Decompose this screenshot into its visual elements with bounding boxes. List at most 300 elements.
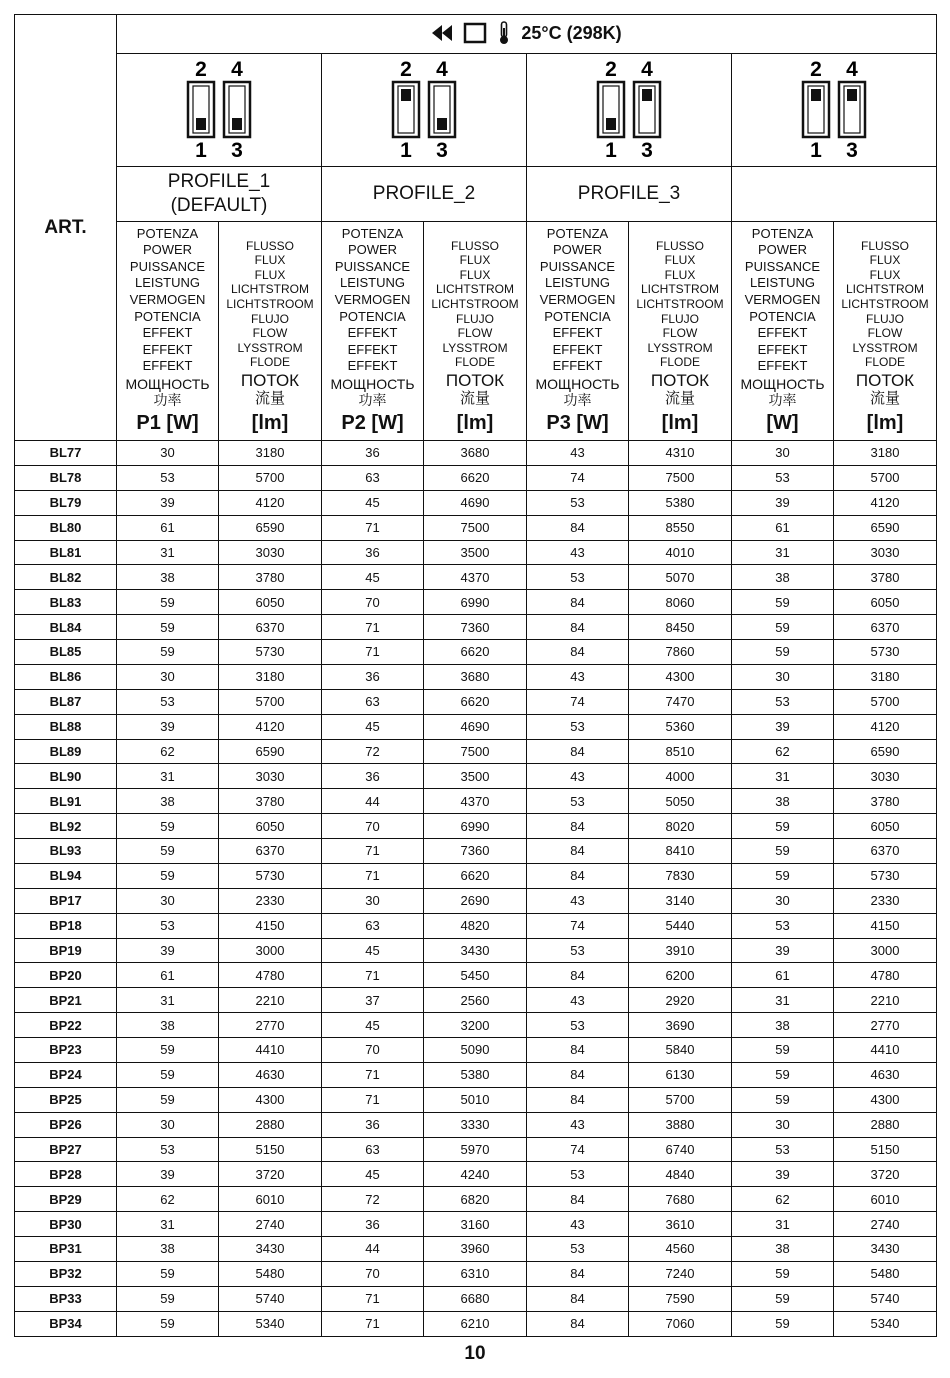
- power-value: 36: [322, 1112, 424, 1137]
- flux-value: 3780: [834, 789, 937, 814]
- power-value: 59: [117, 1087, 219, 1112]
- table-row: [15, 441, 937, 466]
- table-row: [15, 1162, 937, 1187]
- flux-value: 5150: [834, 1137, 937, 1162]
- profile-name: PROFILE_2: [322, 167, 527, 222]
- profile-name: [732, 167, 937, 222]
- table-row: [15, 540, 937, 565]
- flux-value: 6990: [424, 590, 527, 615]
- article-code: BL77: [15, 441, 117, 466]
- flux-value: 4300: [629, 664, 732, 689]
- power-value: 84: [527, 863, 629, 888]
- power-value: 84: [527, 615, 629, 640]
- switch-knob-up: [401, 89, 411, 101]
- flux-value: 2770: [219, 1013, 322, 1038]
- power-value: 71: [322, 863, 424, 888]
- unit-label: [lm]: [456, 412, 494, 434]
- power-value: 59: [732, 1311, 834, 1336]
- power-value: 72: [322, 1187, 424, 1212]
- table-row: [15, 615, 937, 640]
- power-value: 84: [527, 1261, 629, 1286]
- dip-switch-cell: [732, 54, 937, 167]
- power-value: 59: [117, 863, 219, 888]
- power-value: 53: [527, 1162, 629, 1187]
- article-code: BP34: [15, 1311, 117, 1336]
- article-code: BP17: [15, 888, 117, 913]
- switch-bottom-label: 3: [846, 138, 858, 160]
- power-value: 30: [117, 888, 219, 913]
- table-row: [15, 1187, 937, 1212]
- flux-value: 3180: [834, 664, 937, 689]
- power-value: 36: [322, 764, 424, 789]
- power-value: 43: [527, 441, 629, 466]
- table-row: [15, 739, 937, 764]
- power-value: 31: [117, 1212, 219, 1237]
- flux-value: 3330: [424, 1112, 527, 1137]
- flux-value: 7500: [424, 515, 527, 540]
- switch-knob-up: [847, 89, 857, 101]
- power-value: 71: [322, 615, 424, 640]
- rewind-icon: [431, 24, 453, 42]
- table-row: [15, 1237, 937, 1262]
- power-value: 31: [732, 764, 834, 789]
- flux-value: 6680: [424, 1286, 527, 1311]
- flux-value: 3680: [424, 664, 527, 689]
- power-value: 31: [732, 540, 834, 565]
- power-value: 61: [117, 963, 219, 988]
- power-label-ru: МОЩНОСТЬ: [740, 376, 825, 392]
- flux-value: 6590: [219, 515, 322, 540]
- flux-label-ru: ПОТОК: [445, 371, 505, 390]
- flux-label-zh: 流量: [664, 390, 695, 407]
- power-value: 59: [732, 1062, 834, 1087]
- power-value: 71: [322, 963, 424, 988]
- power-value: 84: [527, 1187, 629, 1212]
- power-value: 84: [527, 515, 629, 540]
- dip-switch-icon: [384, 56, 464, 160]
- power-value: 59: [732, 1261, 834, 1286]
- flux-value: 8060: [629, 590, 732, 615]
- power-value: 74: [527, 1137, 629, 1162]
- power-value: 71: [322, 1311, 424, 1336]
- power-value: 63: [322, 1137, 424, 1162]
- article-code: BL91: [15, 789, 117, 814]
- flux-value: 3780: [219, 565, 322, 590]
- flux-value: 4410: [834, 1038, 937, 1063]
- unit-label: P1 [W]: [136, 412, 199, 434]
- flux-value: 7360: [424, 615, 527, 640]
- flux-value: 6590: [834, 739, 937, 764]
- table-row: [15, 1087, 937, 1112]
- flux-label-words: FLUSSO FLUX FLUX LICHTSTROM LICHTSTROOM FLUJO FLOW LYSSTROM FLODE: [431, 238, 519, 370]
- switch-top-label: 4: [436, 57, 448, 81]
- flux-label-words: FLUSSO FLUX FLUX LICHTSTROM LICHTSTROOM FLUJO FLOW LYSSTROM FLODE: [636, 238, 724, 370]
- power-value: 30: [117, 664, 219, 689]
- thermometer-icon: [497, 21, 511, 45]
- flux-value: 4780: [834, 963, 937, 988]
- article-code: BP19: [15, 938, 117, 963]
- dip-switch-cell: [527, 54, 732, 167]
- flux-value: 3690: [629, 1013, 732, 1038]
- switch-bottom-label: 3: [436, 138, 448, 160]
- power-value: 39: [732, 490, 834, 515]
- flux-value: 5840: [629, 1038, 732, 1063]
- flux-value: 2920: [629, 988, 732, 1013]
- article-code: BL81: [15, 540, 117, 565]
- power-value: 74: [527, 689, 629, 714]
- article-code: BP20: [15, 963, 117, 988]
- power-value: 53: [732, 1137, 834, 1162]
- power-value: 53: [527, 1237, 629, 1262]
- flux-value: 6620: [424, 465, 527, 490]
- power-label-zh: 功率: [768, 392, 797, 408]
- article-code: BP33: [15, 1286, 117, 1311]
- power-label-words: POTENZA POWER PUISSANCE LEISTUNG VERMOGEN POTENCIA EFFEKT EFFEKT EFFEKT: [539, 225, 616, 374]
- flux-value: 5730: [834, 640, 937, 665]
- flux-value: 4120: [834, 714, 937, 739]
- power-value: 53: [527, 714, 629, 739]
- power-value: 59: [732, 1286, 834, 1311]
- power-value: 59: [117, 590, 219, 615]
- table-row: [15, 590, 937, 615]
- power-label-ru: МОЩНОСТЬ: [330, 376, 415, 392]
- power-value: 84: [527, 590, 629, 615]
- power-value: 59: [732, 590, 834, 615]
- power-value: 62: [117, 1187, 219, 1212]
- unit-label: P3 [W]: [546, 412, 609, 434]
- flux-value: 2740: [219, 1212, 322, 1237]
- dip-switch-cell: [322, 54, 527, 167]
- power-value: 53: [117, 465, 219, 490]
- power-value: 59: [732, 814, 834, 839]
- profile-name: PROFILE_3: [527, 167, 732, 222]
- power-label-words: POTENZA POWER PUISSANCE LEISTUNG VERMOGEN POTENCIA EFFEKT EFFEKT EFFEKT: [744, 225, 821, 374]
- flux-value: 8550: [629, 515, 732, 540]
- flux-value: 3180: [219, 664, 322, 689]
- power-value: 31: [732, 1212, 834, 1237]
- power-value: 59: [732, 1038, 834, 1063]
- power-value: 59: [117, 814, 219, 839]
- flux-value: 7860: [629, 640, 732, 665]
- table-row: [15, 888, 937, 913]
- flux-value: 5730: [834, 863, 937, 888]
- table-row: [15, 1013, 937, 1038]
- flux-value: 3200: [424, 1013, 527, 1038]
- table-row: [15, 863, 937, 888]
- flux-value: 3180: [834, 441, 937, 466]
- power-value: 45: [322, 1162, 424, 1187]
- power-label-zh: 功率: [153, 392, 182, 408]
- power-value: 30: [732, 1112, 834, 1137]
- power-value: 62: [732, 739, 834, 764]
- power-value: 53: [527, 938, 629, 963]
- power-value: 38: [117, 565, 219, 590]
- table-row: [15, 1212, 937, 1237]
- flux-value: 4310: [629, 441, 732, 466]
- page-number: 10: [464, 1343, 486, 1364]
- power-value: 45: [322, 938, 424, 963]
- power-value: 70: [322, 1038, 424, 1063]
- power-value: 59: [732, 615, 834, 640]
- power-value: 59: [732, 863, 834, 888]
- dip-switch-cell: [117, 54, 322, 167]
- article-code: BP28: [15, 1162, 117, 1187]
- power-value: 53: [527, 789, 629, 814]
- temperature-label: 25°C (298K): [521, 22, 622, 43]
- power-value: 84: [527, 1038, 629, 1063]
- power-value: 84: [527, 640, 629, 665]
- power-value: 59: [117, 1038, 219, 1063]
- table-row: [15, 1038, 937, 1063]
- article-code: BL83: [15, 590, 117, 615]
- article-code: BP24: [15, 1062, 117, 1087]
- flux-value: 6310: [424, 1261, 527, 1286]
- power-value: 53: [732, 913, 834, 938]
- table-row: [15, 1261, 937, 1286]
- power-value: 59: [117, 640, 219, 665]
- flux-value: 7470: [629, 689, 732, 714]
- power-value: 38: [732, 565, 834, 590]
- flux-value: 3720: [219, 1162, 322, 1187]
- flux-value: 6050: [219, 814, 322, 839]
- dip-switch-icon: [794, 56, 874, 160]
- power-value: 59: [117, 839, 219, 864]
- power-value: 38: [732, 789, 834, 814]
- flux-value: 4370: [424, 789, 527, 814]
- switch-top-label: 4: [231, 57, 243, 81]
- flux-value: 4300: [219, 1087, 322, 1112]
- power-value: 53: [527, 490, 629, 515]
- flux-value: 6370: [219, 615, 322, 640]
- flux-value: 8020: [629, 814, 732, 839]
- flux-value: 6740: [629, 1137, 732, 1162]
- power-value: 31: [117, 540, 219, 565]
- power-label-zh: 功率: [358, 392, 387, 408]
- flux-value: 6010: [219, 1187, 322, 1212]
- article-code: BP29: [15, 1187, 117, 1212]
- flux-value: 3610: [629, 1212, 732, 1237]
- flux-value: 3430: [834, 1237, 937, 1262]
- flux-value: 4150: [834, 913, 937, 938]
- power-value: 30: [732, 664, 834, 689]
- power-value: 59: [117, 1062, 219, 1087]
- power-value: 36: [322, 664, 424, 689]
- flux-value: 5700: [834, 689, 937, 714]
- article-code: BP32: [15, 1261, 117, 1286]
- table-row: [15, 814, 937, 839]
- article-code: BL79: [15, 490, 117, 515]
- article-code: BP26: [15, 1112, 117, 1137]
- flux-value: 3030: [834, 764, 937, 789]
- flux-value: 6200: [629, 963, 732, 988]
- power-value: 36: [322, 441, 424, 466]
- flux-label-zh: 流量: [869, 390, 900, 407]
- flux-value: 6620: [424, 640, 527, 665]
- flux-value: 3430: [424, 938, 527, 963]
- flux-value: 3880: [629, 1112, 732, 1137]
- switch-top-label: 4: [641, 57, 653, 81]
- power-value: 84: [527, 839, 629, 864]
- flux-value: 7680: [629, 1187, 732, 1212]
- power-value: 30: [732, 441, 834, 466]
- power-value: 59: [117, 1286, 219, 1311]
- flux-value: 5150: [219, 1137, 322, 1162]
- power-value: 36: [322, 1212, 424, 1237]
- power-value: 71: [322, 1062, 424, 1087]
- article-code: BP31: [15, 1237, 117, 1262]
- flux-label-ru: ПОТОК: [855, 371, 915, 390]
- power-value: 53: [117, 913, 219, 938]
- unit-label: [lm]: [866, 412, 904, 434]
- flux-value: 3140: [629, 888, 732, 913]
- power-value: 43: [527, 1212, 629, 1237]
- power-value: 59: [732, 1087, 834, 1112]
- flux-value: 6130: [629, 1062, 732, 1087]
- spec-sheet: [14, 14, 936, 1337]
- power-value: 45: [322, 490, 424, 515]
- power-value: 30: [117, 1112, 219, 1137]
- flux-value: 3030: [219, 764, 322, 789]
- switch-knob-down: [232, 118, 242, 130]
- flux-value: 3500: [424, 540, 527, 565]
- temperature-header: [117, 15, 937, 54]
- flux-label-ru: ПОТОК: [650, 371, 710, 390]
- power-value: 59: [117, 1261, 219, 1286]
- flux-value: 5090: [424, 1038, 527, 1063]
- power-value: 84: [527, 1062, 629, 1087]
- power-value: 53: [527, 1013, 629, 1038]
- flux-value: 5360: [629, 714, 732, 739]
- power-value: 61: [117, 515, 219, 540]
- power-value: 43: [527, 764, 629, 789]
- power-label-ru: МОЩНОСТЬ: [535, 376, 620, 392]
- switch-bottom-label: 1: [810, 138, 822, 160]
- unit-label: [W]: [766, 412, 799, 434]
- table-row: [15, 764, 937, 789]
- power-label-zh: 功率: [563, 392, 592, 408]
- flux-value: 8410: [629, 839, 732, 864]
- table-row: [15, 490, 937, 515]
- power-value: 59: [732, 640, 834, 665]
- flux-value: 6590: [219, 739, 322, 764]
- flux-value: 5440: [629, 913, 732, 938]
- flux-value: 2330: [834, 888, 937, 913]
- flux-value: 3910: [629, 938, 732, 963]
- table-row: [15, 465, 937, 490]
- flux-value: 6050: [834, 590, 937, 615]
- power-value: 72: [322, 739, 424, 764]
- power-value: 70: [322, 814, 424, 839]
- flux-label-cell: [629, 222, 732, 441]
- power-value: 44: [322, 789, 424, 814]
- table-row: [15, 515, 937, 540]
- table-row: [15, 689, 937, 714]
- flux-value: 5700: [629, 1087, 732, 1112]
- article-code: BP22: [15, 1013, 117, 1038]
- flux-value: 6050: [219, 590, 322, 615]
- power-value: 53: [117, 689, 219, 714]
- flux-value: 7500: [424, 739, 527, 764]
- power-value: 63: [322, 913, 424, 938]
- power-value: 71: [322, 515, 424, 540]
- power-value: 30: [732, 888, 834, 913]
- flux-value: 5480: [834, 1261, 937, 1286]
- power-value: 62: [732, 1187, 834, 1212]
- power-value: 53: [527, 565, 629, 590]
- flux-label-cell: [219, 222, 322, 441]
- flux-value: 6210: [424, 1311, 527, 1336]
- switch-top-label: 4: [846, 57, 858, 81]
- flux-value: 4780: [219, 963, 322, 988]
- flux-value: 8450: [629, 615, 732, 640]
- flux-value: 5340: [219, 1311, 322, 1336]
- table-row: [15, 789, 937, 814]
- power-value: 39: [732, 714, 834, 739]
- flux-value: 6590: [834, 515, 937, 540]
- flux-value: 3960: [424, 1237, 527, 1262]
- flux-value: 4820: [424, 913, 527, 938]
- power-value: 63: [322, 689, 424, 714]
- switch-bottom-label: 1: [195, 138, 207, 160]
- power-value: 45: [322, 565, 424, 590]
- power-value: 39: [117, 714, 219, 739]
- power-label-cell: [117, 222, 219, 441]
- flux-value: 5730: [219, 863, 322, 888]
- flux-value: 2210: [219, 988, 322, 1013]
- dip-switch-icon: [589, 56, 669, 160]
- dip-switch-icon: [179, 56, 259, 160]
- power-value: 39: [117, 1162, 219, 1187]
- flux-label-words: FLUSSO FLUX FLUX LICHTSTROM LICHTSTROOM FLUJO FLOW LYSSTROM FLODE: [841, 238, 929, 370]
- power-value: 45: [322, 714, 424, 739]
- flux-value: 7060: [629, 1311, 732, 1336]
- flux-value: 3780: [219, 789, 322, 814]
- flux-value: 4840: [629, 1162, 732, 1187]
- article-code: BP30: [15, 1212, 117, 1237]
- power-value: 39: [117, 938, 219, 963]
- flux-value: 5700: [834, 465, 937, 490]
- power-value: 38: [117, 1237, 219, 1262]
- power-value: 39: [732, 1162, 834, 1187]
- flux-value: 2690: [424, 888, 527, 913]
- flux-value: 3780: [834, 565, 937, 590]
- flux-value: 5340: [834, 1311, 937, 1336]
- power-value: 71: [322, 1286, 424, 1311]
- power-value: 59: [732, 839, 834, 864]
- power-label-cell: [527, 222, 629, 441]
- table-row: [15, 913, 937, 938]
- article-code: BL78: [15, 465, 117, 490]
- flux-value: 4560: [629, 1237, 732, 1262]
- power-label-words: POTENZA POWER PUISSANCE LEISTUNG VERMOGEN POTENCIA EFFEKT EFFEKT EFFEKT: [129, 225, 206, 374]
- article-code: BL90: [15, 764, 117, 789]
- article-code: BP27: [15, 1137, 117, 1162]
- flux-value: 2740: [834, 1212, 937, 1237]
- flux-value: 3030: [834, 540, 937, 565]
- flux-value: 3030: [219, 540, 322, 565]
- power-value: 43: [527, 540, 629, 565]
- flux-value: 4630: [219, 1062, 322, 1087]
- article-code: BL93: [15, 839, 117, 864]
- flux-value: 4120: [834, 490, 937, 515]
- flux-value: 6010: [834, 1187, 937, 1212]
- power-value: 84: [527, 963, 629, 988]
- flux-value: 3180: [219, 441, 322, 466]
- power-value: 53: [732, 689, 834, 714]
- switch-knob-up: [642, 89, 652, 101]
- flux-value: 7500: [629, 465, 732, 490]
- power-value: 44: [322, 1237, 424, 1262]
